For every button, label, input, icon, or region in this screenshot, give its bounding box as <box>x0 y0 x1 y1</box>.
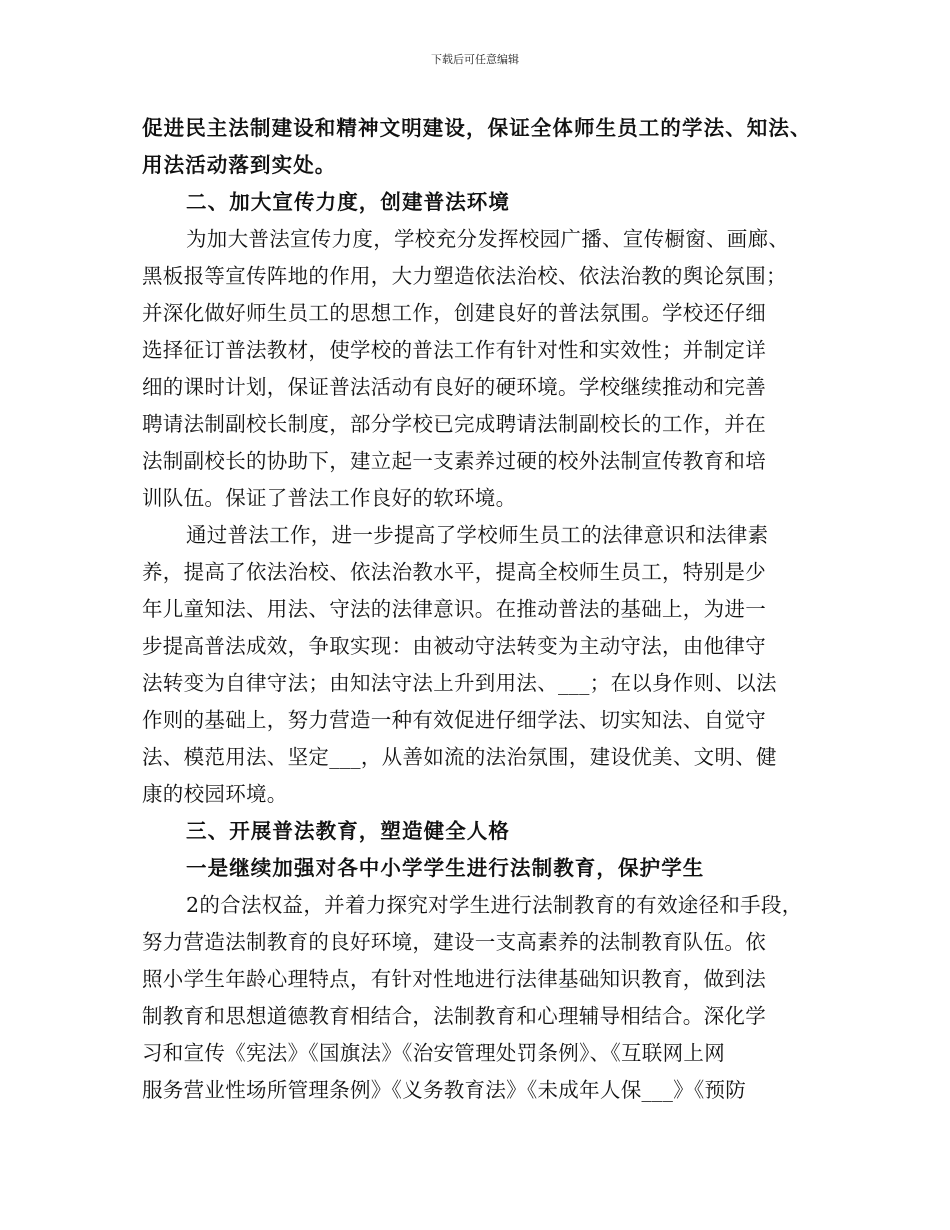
paragraph-line: 选择征订普法教材，使学校的普法工作有针对性和实效性；并制定详 <box>142 338 766 362</box>
paragraph-line: 步提高普法成效，争取实现：由被动守法转变为主动守法，由他律守 <box>142 634 766 658</box>
heading-line: 三、开展普法教育，塑造健全人格 <box>186 819 510 843</box>
paragraph-line: 努力营造法制教育的良好环境，建设一支高素养的法制教育队伍。依 <box>142 930 766 954</box>
paragraph-line: 习和宣传《宪法》《国旗法》《治安管理处罚条例》、《互联网上网 <box>142 1041 725 1065</box>
heading-line: 用法活动落到实处。 <box>142 153 337 177</box>
paragraph-line: 法、模范用法、坚定___，从善如流的法治氛围，建设优美、文明、健 <box>142 745 777 769</box>
paragraph-line: 2的合法权益，并着力探究对学生进行法制教育的有效途径和手段， <box>186 893 803 917</box>
paragraph-line: 康的校园环境。 <box>142 782 288 806</box>
paragraph-line: 训队伍。保证了普法工作良好的软环境。 <box>142 486 517 510</box>
paragraph-line: 聘请法制副校长制度，部分学校已完成聘请法制副校长的工作，并在 <box>142 412 766 436</box>
heading-line: 一是继续加强对各中小学学生进行法制教育，保护学生 <box>186 856 705 880</box>
paragraph-line: 照小学生年龄心理特点，有针对性地进行法律基础知识教育，做到法 <box>142 967 766 991</box>
document-body <box>142 110 822 1109</box>
paragraph-line: 养，提高了依法治校、依法治教水平，提高全校师生员工，特别是少 <box>142 560 766 584</box>
paragraph-line: 并深化做好师生员工的思想工作，创建良好的普法氛围。学校还仔细 <box>142 301 766 325</box>
paragraph-line: 黑板报等宣传阵地的作用，大力塑造依法治校、依法治教的舆论氛围； <box>142 264 787 288</box>
paragraph-line: 为加大普法宣传力度，学校充分发挥校园广播、宣传橱窗、画廊、 <box>186 227 790 251</box>
paragraph-line: 通过普法工作，进一步提高了学校师生员工的法律意识和法律素 <box>186 523 769 547</box>
heading-line: 促进民主法制建设和精神文明建设，保证全体师生员工的学法、知法、 <box>142 116 812 140</box>
paragraph-line: 细的课时计划，保证普法活动有良好的硬环境。学校继续推动和完善 <box>142 375 766 399</box>
paragraph-line: 制教育和思想道德教育相结合，法制教育和心理辅导相结合。深化学 <box>142 1004 766 1028</box>
paragraph-line: 年儿童知法、用法、守法的法律意识。在推动普法的基础上，为进一 <box>142 597 766 621</box>
heading-line: 二、加大宣传力度，创建普法环境 <box>186 190 510 214</box>
paragraph-line: 服务营业性场所管理条例》《义务教育法》《未成年人保___》《预防 <box>142 1078 747 1102</box>
page-header: 下载后可任意编辑 <box>431 53 519 66</box>
paragraph-line: 作则的基础上，努力营造一种有效促进仔细学法、切实知法、自觉守 <box>142 708 766 732</box>
paragraph-line: 法转变为自律守法；由知法守法上升到用法、___；在以身作则、以法 <box>142 671 777 695</box>
paragraph-line: 法制副校长的协助下，建立起一支素养过硬的校外法制宣传教育和培 <box>142 449 766 473</box>
